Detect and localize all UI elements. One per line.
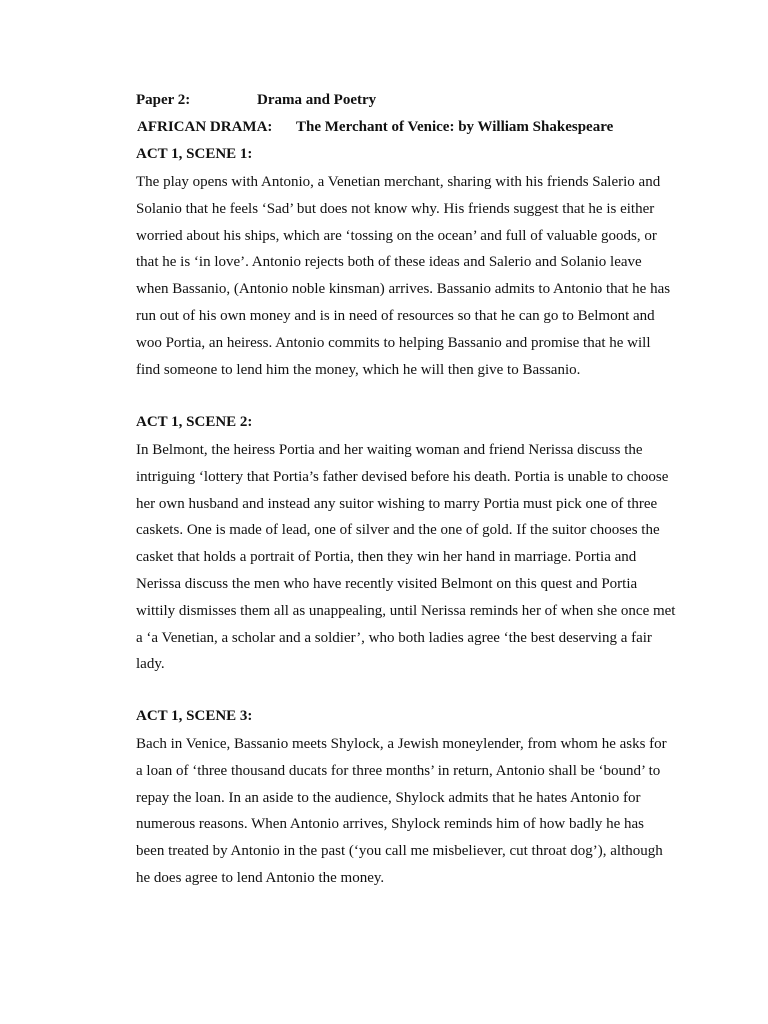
section-heading: ACT 1, SCENE 3: [136,708,253,724]
paper-subject: Drama and Poetry [257,92,377,108]
paragraph-line: been treated by Antonio in the past (‘you call me misbeliever, cut throat dog’), although [136,843,663,860]
paper-label: Paper 2: [136,92,191,108]
paragraph-line: caskets. One is made of lead, one of silver and the one of gold. If the suitor chooses the [136,522,660,539]
paragraph-line: lady. [136,656,165,673]
paragraph-line: Solanio that he feels ‘Sad’ but does not know why. His friends suggest that he is either [136,200,655,217]
paragraph-line: her own husband and instead any suitor wishing to marry Portia must pick one of three [136,495,658,512]
paragraph-line: In Belmont, the heiress Portia and her waiting woman and friend Nerissa discuss the [136,442,643,458]
paragraph-line: a ‘a Venetian, a scholar and a soldier’, who both ladies agree ‘the best deserving a fair [136,629,652,646]
section-paragraph [136,437,696,678]
section-paragraph [136,169,696,383]
section-heading: ACT 1, SCENE 2: [136,414,253,430]
paper-header [136,92,376,109]
book-header [137,119,613,136]
paragraph-line: Nerissa discuss the men who have recently visited Belmont on this quest and Portia [136,575,638,592]
paragraph-line: worried about his ships, which are ‘tossing on the ocean’ and full of valuable goods, or [136,227,657,244]
paragraph-line: find someone to lend him the money, which he will then give to Bassanio. [136,361,581,378]
paragraph-line: run out of his own money and is in need of resources so that he can go to Belmont and [136,307,655,324]
paragraph-line: wittily dismisses them all as unappealing, until Nerissa reminds her of when she once met [136,602,676,619]
paragraph-line: repay the loan. In an aside to the audience, Shylock admits that he hates Antonio for [136,789,641,806]
paragraph-line: when Bassanio, (Antonio noble kinsman) arrives. Bassanio admits to Antonio that he has [136,281,671,298]
category-label: AFRICAN DRAMA: [137,119,273,135]
paragraph-line: a loan of ‘three thousand ducats for three months’ in return, Antonio shall be ‘bound’ to [136,762,661,779]
section-paragraph [136,731,696,892]
paragraph-line: that he is ‘in love’. Antonio rejects both of these ideas and Salerio and Solanio leave [136,254,642,271]
paragraph-line: casket that holds a portrait of Portia, then they win her hand in marriage. Portia and [136,549,637,566]
paragraph-line: numerous reasons. When Antonio arrives, Shylock reminds him of how badly he has [136,816,644,833]
section-heading: ACT 1, SCENE 1: [136,146,253,162]
paragraph-line: woo Portia, an heiress. Antonio commits to helping Bassanio and promise that he will [136,334,651,351]
paragraph-line: Bach in Venice, Bassanio meets Shylock, a Jewish moneylender, from whom he asks for [136,736,667,752]
paragraph-line: he does agree to lend Antonio the money. [136,869,385,886]
paragraph-line: The play opens with Antonio, a Venetian merchant, sharing with his friends Salerio and [136,174,661,190]
paragraph-line: intriguing ‘lottery that Portia’s father devised before his death. Portia is unable to choose [136,468,669,485]
book-title: The Merchant of Venice: by William Shakespeare [296,119,614,135]
